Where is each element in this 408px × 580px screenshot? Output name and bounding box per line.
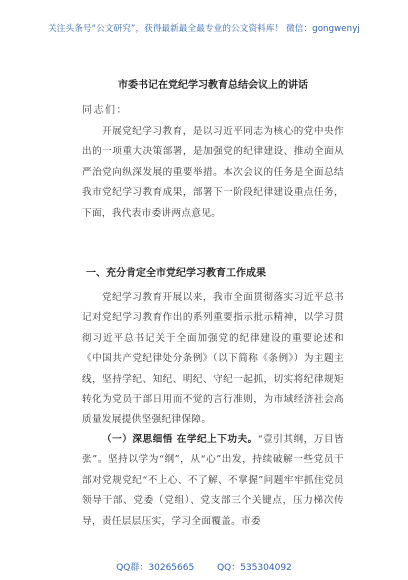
paragraph-subsection-1 bbox=[82, 430, 344, 532]
section-heading-1: 一、充分肯定全市党纪学习教育工作成果 bbox=[86, 268, 266, 279]
header-promo-note: 关注头条号“公文研究”，获得最新最全最专业的公文资料库！ 微信：gongwenyj bbox=[48, 24, 360, 34]
subheading-1: （一）深思细悟 在学纪上下功夫。 bbox=[102, 434, 258, 445]
document-page bbox=[82, 0, 344, 580]
paragraph-subsection-1-text: “壹引其纲，万目皆张”。坚持以学为“纲”，从“心”出发，持续破解一些党员干部对党规党纪“不上心、不了解、不掌握”问题牢牢抓住党员领导干部、党委（党组）、党支部三个关键点，压力梯次传导，责任层层压实，学习全面覆盖。市委 bbox=[82, 434, 344, 527]
footer-qq: QQ：535304092 bbox=[217, 563, 292, 573]
footer-contact bbox=[0, 560, 408, 573]
footer-qq-group: QQ群：30265665 bbox=[116, 563, 195, 573]
paragraph-intro: 开展党纪学习教育，是以习近平同志为核心的党中央作出的一项重大决策部署，是加强党的纪律建设、推动全面从严治党向纵深发展的重要举措。本次会议的任务是全面总结我市党纪学习教育成果，部署下一阶段纪律建设重点任务，下面，我代表市委讲两点意见。 bbox=[82, 126, 344, 219]
salutation: 同志们： bbox=[82, 105, 128, 116]
document-title: 市委书记在党纪学习教育总结会议上的讲话 bbox=[118, 80, 308, 91]
paragraph-achievements: 党纪学习教育开展以来，我市全面贯彻落实习近平总书记对党纪学习教育作出的系列重要指示批示精神，以学习贯彻习近平总书记关于全面加强党的纪律建设的重要论述和《中国共产党纪律处分条例》（以下简称《条例》）为主题主线，坚持学纪、知纪、明纪、守纪一起抓，切实将纪律规矩转化为党员干部日用而不觉的言行准则，为市域经济社会高质量发展提供坚强纪律保障。 bbox=[82, 292, 344, 426]
